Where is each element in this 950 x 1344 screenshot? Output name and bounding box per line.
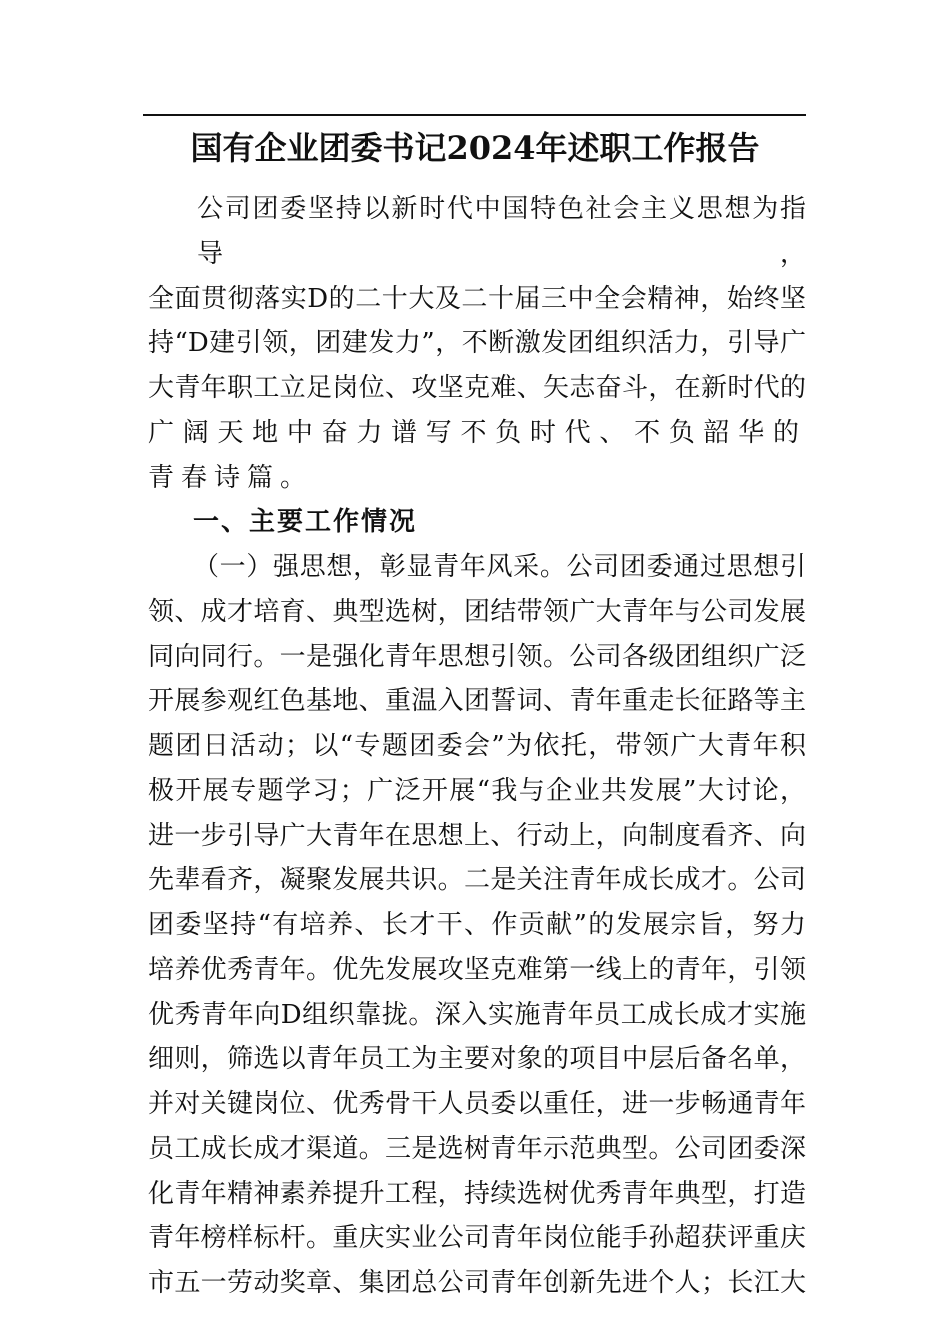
- paragraph-line: 领、成才培育、典型选树，团结带领广大青年与公司发展: [148, 596, 806, 627]
- document-title: 国有企业团委书记2024年述职工作报告: [190, 129, 760, 167]
- paragraph-line: 全面贯彻落实D的二十大及二十届三中全会精神，始终坚: [148, 283, 806, 314]
- paragraph-line: 进一步引导广大青年在思想上、行动上，向制度看齐、向: [148, 820, 806, 851]
- paragraph-line: 极开展专题学习；广泛开展“我与企业共发展”大讨论，: [148, 775, 806, 806]
- top-rule: [143, 114, 806, 116]
- paragraph-line: 持“D建引领，团建发力”，不断激发团组织活力，引导广: [148, 328, 806, 359]
- paragraph-line: 细则，筛选以青年员工为主要对象的项目中层后备名单，: [148, 1044, 806, 1075]
- document-body: [148, 187, 806, 1306]
- paragraph-line: 市五一劳动奖章、集团总公司青年创新先进个人；长江大: [148, 1268, 806, 1298]
- paragraph-line: 大青年职工立足岗位、攻坚克难、矢志奋斗，在新时代的: [148, 373, 806, 403]
- paragraph-line: 青年榜样标杆。重庆实业公司青年岗位能手孙超获评重庆: [148, 1223, 806, 1254]
- paragraph-line: 优秀青年向D组织靠拢。深入实施青年员工成长成才实施: [148, 999, 806, 1030]
- paragraph-line: 培养优秀青年。优先发展攻坚克难第一线上的青年，引领: [148, 954, 806, 985]
- paragraph-line: 开展参观红色基地、重温入团誓词、青年重走长征路等主: [148, 686, 806, 717]
- paragraph-line: 公司团委坚持以新时代中国特色社会主义思想为指导，: [197, 194, 806, 269]
- paragraph-line: 员工成长成才渠道。三是选树青年示范典型。公司团委深: [148, 1133, 806, 1164]
- paragraph-line: 团委坚持“有培养、长才干、作贡献”的发展宗旨，努力: [148, 910, 806, 940]
- paragraph-line: 化青年精神素养提升工程，持续选树优秀青年典型，打造: [148, 1178, 806, 1209]
- section-heading: 一、主要工作情况: [193, 507, 418, 538]
- paragraph-line: 先辈看齐，凝聚发展共识。二是关注青年成长成才。公司: [148, 865, 806, 896]
- paragraph-line: 同向同行。一是强化青年思想引领。公司各级团组织广泛: [148, 641, 806, 672]
- paragraph-line: 题团日活动；以“专题团委会”为依托，带领广大青年积: [148, 731, 806, 761]
- paragraph-line: 广阔天地中奋力谱写不负时代、不负韶华的青春诗篇。: [148, 417, 806, 493]
- paragraph-line: （一）强思想，彰显青年风采。公司团委通过思想引: [193, 552, 806, 582]
- paragraph-line: 并对关键岗位、优秀骨干人员委以重任，进一步畅通青年: [148, 1089, 806, 1119]
